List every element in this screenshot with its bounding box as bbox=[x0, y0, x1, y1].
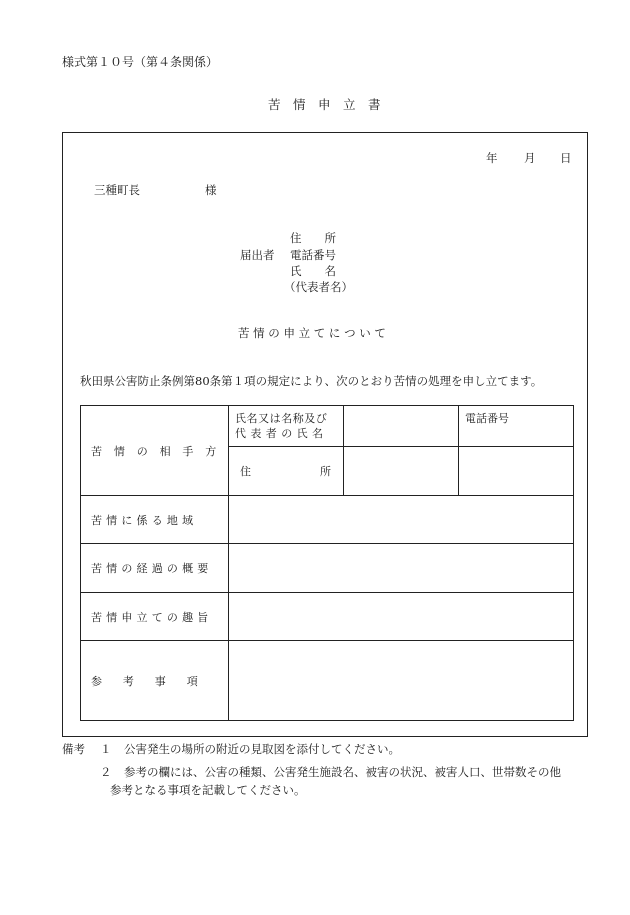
note-2-number: ２ bbox=[100, 765, 112, 779]
name-label-line2: 代表者の氏名 bbox=[235, 427, 328, 440]
progress-field[interactable] bbox=[229, 544, 574, 593]
date-year[interactable]: 年 bbox=[486, 151, 498, 165]
applicant-representative-label: （代表者名） bbox=[284, 280, 353, 294]
applicant-address-label: 住 所 bbox=[290, 231, 336, 245]
note-1-number: １ bbox=[100, 742, 112, 756]
reference-label: 参 考 事 項 bbox=[81, 641, 229, 721]
note-2-text: 参考の欄には、公害の種類、公害発生施設名、被害の状況、被害人口、世帯数その他 bbox=[124, 765, 561, 779]
area-label: 苦情に係る地域 bbox=[81, 496, 229, 544]
subject-line: 苦 情 の 申 立 て に つ い て bbox=[238, 326, 386, 340]
applicant-name-label: 氏 名 bbox=[290, 264, 336, 278]
respondent-name-field[interactable] bbox=[344, 406, 459, 447]
statement-text: 秋田県公害防止条例第80条第１項の規定により、次のとおり苦情の処理を申し立てます。 bbox=[80, 374, 543, 388]
note-2-continuation: 参考となる事項を記載してください。 bbox=[110, 783, 306, 797]
note-1-text: 公害発生の場所の附近の見取図を添付してください。 bbox=[124, 742, 400, 756]
address-label-left: 住 bbox=[240, 465, 251, 478]
progress-label: 苦情の経過の概要 bbox=[81, 544, 229, 593]
reference-field[interactable] bbox=[229, 641, 574, 721]
form-number: 様式第１０号（第４条関係） bbox=[62, 55, 219, 69]
applicant-phone-label: 電話番号 bbox=[290, 248, 336, 262]
complaint-table bbox=[80, 405, 574, 721]
purpose-field[interactable] bbox=[229, 593, 574, 641]
name-label-cell bbox=[229, 406, 344, 447]
notes-label: 備考 bbox=[62, 742, 85, 756]
name-label-line1: 氏名又は名称及び bbox=[235, 412, 328, 425]
respondent-extra-field[interactable] bbox=[459, 447, 574, 496]
addressee-name: 三種町長 bbox=[94, 183, 140, 197]
address-label-right: 所 bbox=[320, 465, 331, 478]
respondent-address-field[interactable] bbox=[344, 447, 459, 496]
address-label-cell bbox=[229, 447, 344, 496]
phone-label-cell[interactable] bbox=[459, 406, 574, 447]
phone-label: 電話番号 bbox=[465, 412, 509, 425]
document-title: 苦 情 申 立 書 bbox=[268, 97, 381, 112]
purpose-label: 苦情申立ての趣旨 bbox=[81, 593, 229, 641]
applicant-label: 届出者 bbox=[240, 248, 275, 262]
area-field[interactable] bbox=[229, 496, 574, 544]
addressee-honorific: 様 bbox=[205, 183, 217, 197]
date-day[interactable]: 日 bbox=[560, 151, 572, 165]
date-month[interactable]: 月 bbox=[524, 151, 536, 165]
respondent-label: 苦 情 の 相 手 方 bbox=[81, 406, 229, 496]
